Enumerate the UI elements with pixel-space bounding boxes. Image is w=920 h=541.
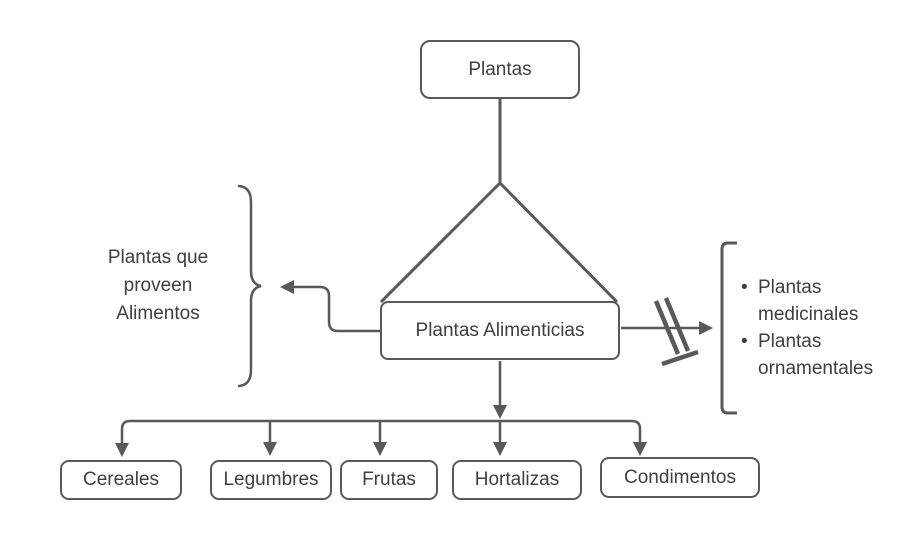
right-annotation	[741, 274, 897, 382]
list-item-label: Plantas medicinales	[758, 277, 859, 325]
bullet-icon: •	[741, 277, 748, 298]
list-item	[741, 274, 897, 328]
bullet-icon: •	[741, 331, 748, 352]
node-frutas-label: Frutas	[362, 469, 416, 490]
arrowhead-condimentos-icon	[633, 442, 647, 456]
node-cereales-label: Cereales	[82, 469, 160, 490]
node-frutas	[340, 460, 438, 500]
node-hortalizas-label: Hortalizas	[474, 469, 560, 490]
left-annotation-line: proveen	[123, 275, 193, 296]
arrowhead-legumbres-icon	[263, 442, 277, 456]
left-annotation	[85, 244, 231, 328]
node-plantas	[420, 40, 580, 99]
list-item	[741, 328, 897, 382]
connector-center-to-left-brace	[293, 287, 380, 331]
arrowhead-cereales-icon	[115, 443, 129, 457]
node-legumbres-label: Legumbres	[223, 469, 319, 490]
arrowhead-hortalizas-icon	[493, 442, 507, 456]
arrowhead-left-icon	[280, 280, 294, 294]
node-legumbres	[210, 460, 332, 500]
node-hortalizas	[452, 460, 582, 500]
triangle-shape	[381, 183, 617, 302]
node-cereales	[60, 460, 182, 500]
node-plantas-alimenticias	[380, 301, 620, 360]
left-curly-brace-icon	[239, 186, 261, 386]
node-plantas-alimenticias-label: Plantas Alimenticias	[415, 319, 585, 341]
arrowhead-frutas-icon	[373, 442, 387, 456]
node-condimentos-label: Condimentos	[624, 466, 736, 488]
arrowhead-right-icon	[699, 321, 713, 335]
double-slash-break-icon	[656, 298, 698, 364]
arrowhead-center-down-icon	[493, 405, 507, 419]
left-annotation-line: Alimentos	[116, 303, 200, 324]
right-square-bracket-icon	[722, 243, 737, 413]
list-item-label: Plantas ornamentales	[758, 331, 874, 379]
node-condimentos	[600, 457, 760, 498]
left-annotation-line: Plantas que	[107, 247, 209, 268]
node-plantas-label: Plantas	[468, 58, 532, 80]
child-arrowheads	[115, 442, 647, 457]
